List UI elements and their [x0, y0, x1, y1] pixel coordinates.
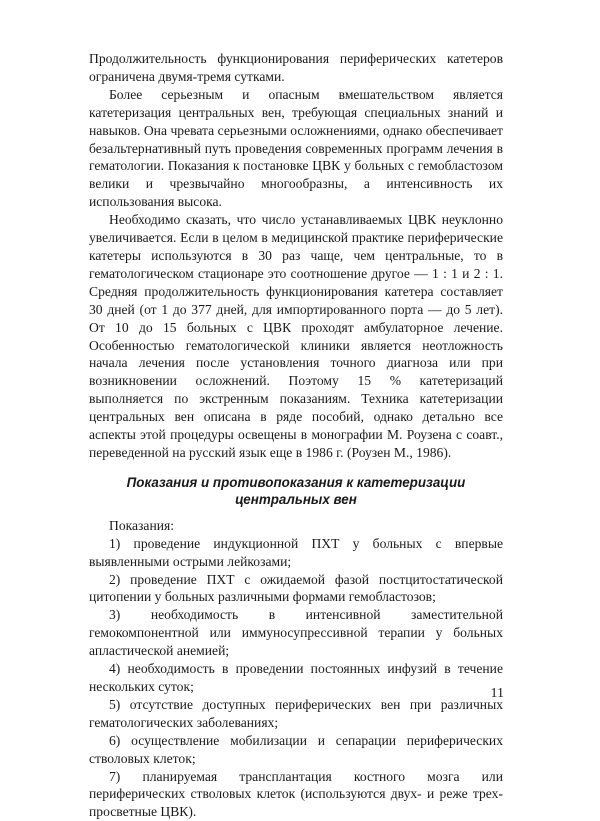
indications-intro: Показания: — [109, 517, 175, 533]
indication-item-2: 2) проведение ПХТ с ожидаемой фазой постцитостатической цитопении у больных различными формами гемобластозов; — [89, 571, 503, 605]
section-heading-line-2: центральных вен — [235, 491, 357, 507]
paragraph-cvc-statistics: Необходимо сказать, что число устанавливаемых ЦВК неуклонно увеличивается. Если в целом в медицинской практике периферические катетеры используются в 30 раз чаще, чем центральные, то в гематологическом стационаре это соотношение другое — 1 : 1 и 2 : 1. Средняя продолжительность функционирования катетера составляет 30 дней (от 1 до 377 дней, для импортированного порта — до 5 лет). От 10 до 15 больных с ЦВК проходят амбулаторное лечение. Особенностью гематологической клиники является неотложность начала лечения после установления точного диагноза или при возникновении осложнений. Поэтому 15 % катетеризаций выполняется по экстренным показаниям. Техника катетеризации центральных вен описана в ряде пособий, однако детально все аспекты этой процедуры освещены в монографии М. Роузена с соавт., переведенной на русский язык еще в 1986 г. (Роузен М., 1986). — [89, 212, 503, 460]
indication-item-1: 1) проведение индукционной ПХТ у больных с впервые выявленными острыми лейкозами; — [89, 535, 503, 569]
indication-item-3: 3) необходимость в интенсивной заместительной гемокомпонентной или иммуносупрессивной терапии у больных апластической анемией; — [89, 607, 503, 659]
page-number: 11 — [490, 686, 504, 701]
indication-item-4: 4) необходимость в проведении постоянных инфузий в течение нескольких суток; — [89, 661, 503, 694]
paragraph-central-vein-catheterization: Более серьезным и опасным вмешательством является катетеризация центральных вен, требующая специальных знаний и навыков. Она чревата серьезными осложнениями, однако обеспечивает безальтернативный путь проведения современных программ лечения в гематологии. Показания к постановке ЦВК у больных с гемобластозом велики и чрезвычайно многообразны, а интенсивность их использования высока. — [89, 86, 503, 210]
indication-item-7: 7) планируемая трансплантация костного мозга или периферических стволовых клеток (используются двух- и реже трех-просветные ЦВК). — [89, 768, 503, 820]
section-heading — [89, 474, 503, 508]
indication-item-6: 6) осуществление мобилизации и сепарации периферических стволовых клеток; — [89, 732, 503, 766]
indication-item-5: 5) отсутствие доступных периферических вен при различных гематологических заболеваниях; — [89, 696, 503, 730]
paragraph-catheter-duration: Продолжительность функционирования периферических катетеров ограничена двумя-тремя сутками. — [89, 51, 503, 84]
section-heading-line-1: Показания и противопоказания к катетеризации — [126, 474, 466, 490]
body-text — [89, 50, 503, 821]
